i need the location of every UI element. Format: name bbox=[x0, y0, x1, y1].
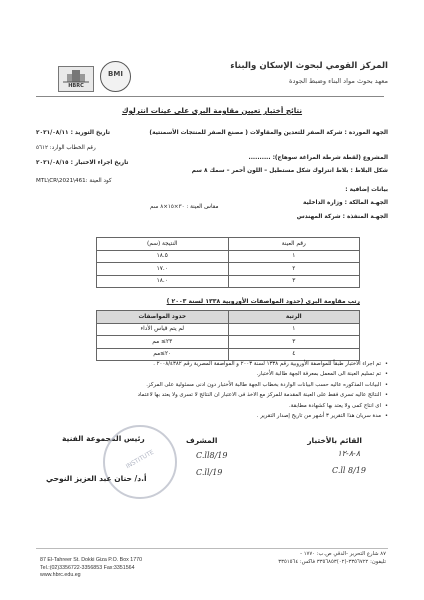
footer-phone-en: Tel.:(02)3356722-3356853 Fax:3351564 bbox=[40, 564, 135, 571]
supervisor-title: المشرف bbox=[186, 436, 218, 445]
classification-header-row bbox=[97, 311, 360, 324]
header-divider bbox=[36, 96, 384, 97]
results-header-row bbox=[97, 238, 360, 251]
additional-data-label: بيانات إضافية : bbox=[345, 187, 388, 193]
class-limit-cell: لم يتم قياس الأداء bbox=[97, 323, 229, 336]
owner-line: الجهـة المالكة : وزارة الداخلية bbox=[303, 200, 388, 206]
footer-divider bbox=[36, 548, 388, 549]
footer-website[interactable]: www.hbrc.edu.eg bbox=[40, 572, 81, 579]
note-item-continued: • اى انتاج كمى ولا يعتد بها كشهادة مطابقة. bbox=[138, 401, 388, 411]
classification-table bbox=[96, 310, 360, 361]
supply-date: تاريخ التوريد : ٢٠٢١/٠٨/١١ bbox=[36, 130, 110, 136]
class-limit-cell: ٢٣≥ مم bbox=[97, 336, 229, 349]
sample-number-cell: ٣ bbox=[228, 275, 360, 288]
note-item: • تم تسليم العينة الى المعمل بمعرفة الجهة طالبة الأختبار. bbox=[138, 369, 388, 379]
supplier-line: الجهة الموردة : شركة الصفر للتعدين والمقاولات ( مصنع الصفر للمنتجات الأسمنتية) bbox=[149, 130, 388, 136]
org-name: المركز القومي لبحوث الإسكان والبناء bbox=[230, 61, 388, 71]
table-row bbox=[97, 250, 360, 263]
bmi-logo bbox=[100, 61, 131, 92]
tile-shape-line: شكل البلاط : بلاط انترلوك شكل مستطيل – اللون أحمر – سمك ٨ سم bbox=[191, 168, 388, 174]
sample-number-cell: ٢ bbox=[228, 263, 360, 276]
institute-stamp bbox=[103, 425, 177, 499]
test-date: تاريخ اجراء الاختبار : ٢٠٢١/٠٨/١٥ bbox=[36, 160, 129, 166]
class-limit-cell: ٢٠≥مم bbox=[97, 348, 229, 361]
letter-number: رقم الخطاب الوارد: ٥٦١٢ bbox=[36, 145, 96, 151]
hbrc-building-icon bbox=[59, 68, 93, 84]
bmi-logo-text: BMI bbox=[108, 70, 123, 78]
table-row bbox=[97, 336, 360, 349]
sample-code: كود العينة :MTL\CR\2021\461 bbox=[36, 178, 112, 184]
classification-header-cell: حدود المواصفات bbox=[97, 311, 229, 324]
class-rank-cell: ١ bbox=[228, 323, 360, 336]
sample-number-cell: ١ bbox=[228, 250, 360, 263]
result-value-cell: ١٨.٠ bbox=[97, 275, 229, 288]
report-title: نتائج أختبار تعيين مقاومة البرى على عينات انترلوك bbox=[121, 106, 303, 115]
footer-contact-ar bbox=[278, 551, 386, 566]
classification-header-cell: الرتبة bbox=[228, 311, 360, 324]
results-header-cell: رقم العينة bbox=[228, 238, 360, 251]
supervisor-signature: C.ll8/19 bbox=[196, 451, 228, 460]
executor-line: الجهـة المنفذة : شركة المهندس bbox=[296, 214, 388, 220]
results-table bbox=[96, 237, 360, 288]
supervisor-signature-date: C.ll/19 bbox=[196, 468, 223, 477]
group-head-title: رئيس المجموعة الفنية bbox=[62, 434, 145, 443]
footer-phone-ar: تليفون: ٣٣٥٦٧٢٢-(٠٢)٣٣٥٦٨٥٣ فاكس: ٣٣٥١٥٦٤ bbox=[278, 558, 386, 565]
result-value-cell: ١٨.٥ bbox=[97, 250, 229, 263]
hbrc-logo bbox=[58, 66, 94, 92]
class-rank-cell: ٣ bbox=[228, 336, 360, 349]
stamp-text: INSTITUTE bbox=[124, 448, 156, 471]
table-row bbox=[97, 323, 360, 336]
note-item: • مدة سريان هذا التقرير ٣ أشهر من تاريخ إصدار التقرير . bbox=[138, 411, 388, 421]
class-rank-cell: ٤ bbox=[228, 348, 360, 361]
table-row bbox=[97, 275, 360, 288]
institute-name: معهد بحوث مواد البناء وضبط الجودة bbox=[289, 77, 388, 85]
note-item: • النتائج عاليه تسرى فقط على العينة المقدمة للمركز مع الاخذ فى الاعتبار ان النتائج لا تسرى ولا يعتد بها لاعتماد bbox=[138, 390, 388, 400]
hbrc-logo-text: HBRC bbox=[68, 83, 84, 89]
result-value-cell: ١٧.٠ bbox=[97, 263, 229, 276]
results-header-cell: النتيجة (سم) bbox=[97, 238, 229, 251]
tester-title: القائم بالأختبار bbox=[307, 436, 362, 445]
classification-title: رتب مقاومة البرى (حدود المواصفات الأوروبية ١٣٣٨ لسنة ٢٠٠٣ ) bbox=[166, 298, 360, 305]
note-item: • البيانات المذكوره عاليه حسب البيانات الواردة بخطاب الجهة طالبة الأختبار دون ادنى مسئولية على المركز. bbox=[138, 380, 388, 390]
footer-contact-en bbox=[40, 557, 142, 580]
note-item: • تم اجراء الاختبار طبقاً للمواصفة الأوروبية رقم ١٣٣٨ لسنة ٢٠٠٣ و المواصفة المصرية رقم ٢٠٠٨/٤٣٨٢ . bbox=[138, 359, 388, 369]
tester-signature-date: C.ll 8/19 bbox=[331, 466, 366, 475]
table-row bbox=[97, 263, 360, 276]
project-line: المشروع (لقطة شرطة المراغة سوهاج): .......... bbox=[248, 155, 388, 161]
footer-address-en: 87 El-Tahreer St. Dokki Giza P.O. Box 1770 bbox=[40, 557, 143, 563]
group-head-name: أ.د/ حنان عبد العزيز النوحي bbox=[46, 474, 147, 483]
footer-address-ar: ٨٧ شارع التحرير -الدقي ص.ب: ١٧٧٠ - bbox=[300, 551, 386, 557]
tester-signature: ٨-٨-١٢ bbox=[337, 449, 360, 458]
notes-list bbox=[138, 359, 388, 421]
sample-dimensions: مقاس العينة : ٣٠×١٥×٨ سم bbox=[150, 204, 219, 210]
